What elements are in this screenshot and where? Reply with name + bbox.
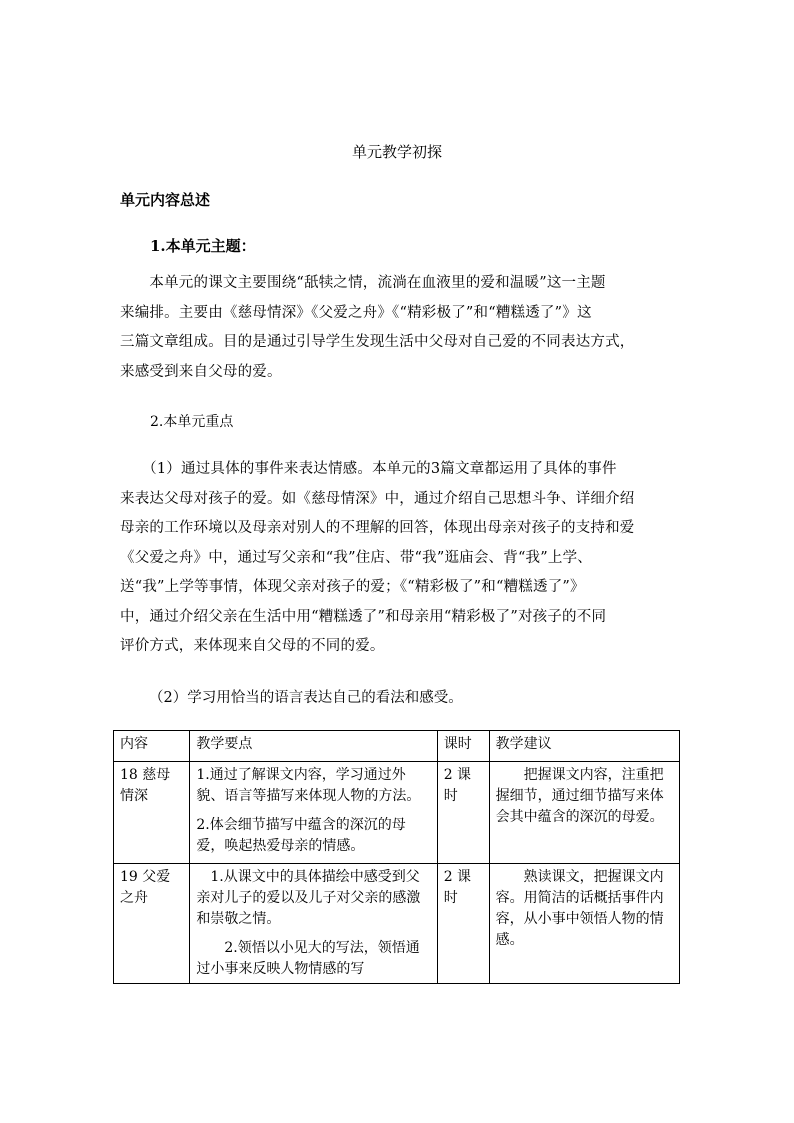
paragraph-line: 评价方式，来体现来自父母的不同的爱。 xyxy=(120,638,385,654)
row-suggestion: 把握课文内容，注重把握细节，通过细节描写来体会其中蕴含的深沉的母爱。 xyxy=(489,762,679,864)
point-item: 2.领悟以小见大的写法，领悟通过小事来反映人物情感的写 xyxy=(196,940,420,977)
paragraph-line: （1）通过具体的事件来表达情感。本单元的3篇文章都运用了具体的事件 xyxy=(120,461,617,477)
points-clip xyxy=(196,867,430,977)
focus-point1-paragraph xyxy=(120,455,680,662)
table-row xyxy=(114,864,680,984)
paragraph-line: 来编排。主要由《慈母情深》《父爱之舟》《“精彩极了”和“糟糕透了”》这 xyxy=(120,304,592,321)
row-points xyxy=(190,864,437,984)
page-title: 单元教学初探 xyxy=(351,143,442,161)
focus-point2-text: （2）学习用恰当的语言表达自己的看法和感受。 xyxy=(149,690,463,706)
focus-heading: 2.本单元重点 xyxy=(150,414,234,430)
row-points xyxy=(190,762,437,864)
paragraph-line: 三篇文章组成。目的是通过引导学生发现生活中父母对自己爱的不同表达方式， xyxy=(120,334,635,350)
header-points: 教学要点 xyxy=(190,731,437,762)
point-item: 1.通过了解课文内容，学习通过外貌、语言等描写来体现人物的方法。 xyxy=(196,767,421,804)
point-item: 1.从课文中的具体描绘中感受到父亲对儿子的爱以及儿子对父亲的感激和崇敬之情。 xyxy=(196,869,421,927)
focus-point2 xyxy=(120,687,463,709)
header-hours: 课时 xyxy=(437,731,489,762)
paragraph-line: 送“我”上学等事情，体现父亲对孩子的爱；《“精彩极了”和“糟糕透了”》 xyxy=(120,579,585,595)
paragraph-line: 中，通过介绍父亲在生活中用“糟糕透了”和母亲用“精彩极了”对孩子的不同 xyxy=(120,608,607,625)
table-row xyxy=(114,762,680,864)
theme-paragraph xyxy=(120,269,680,387)
teaching-plan-table xyxy=(113,730,680,984)
section-heading: 单元内容总述 xyxy=(120,191,211,209)
header-suggestion: 教学建议 xyxy=(489,731,679,762)
paragraph-line: 来表达父母对孩子的爱。如《慈母情深》中，通过介绍自己思想斗争、详细介绍 xyxy=(120,490,635,507)
row-content: 19 父爱之舟 xyxy=(114,864,190,984)
row-suggestion: 熟读课文，把握课文内容。用简洁的话概括事件内容，从小事中领悟人物的情感。 xyxy=(489,864,679,984)
paragraph-line: 《父爱之舟》中，通过写父亲和“我”住店、带“我”逛庙会、背“我”上学、 xyxy=(120,549,592,566)
theme-heading: 1.本单元主题： xyxy=(150,237,256,255)
row-hours: 2 课时 xyxy=(437,864,489,984)
paragraph-line: 母亲的工作环境以及母亲对别人的不理解的回答，体现出母亲对孩子的支持和爱 xyxy=(120,520,635,536)
paragraph-line: 来感受到来自父母的爱。 xyxy=(120,363,282,380)
paragraph-line: 本单元的课文主要围绕“舐犊之情，流淌在血液里的爱和温暖”这一主题 xyxy=(120,275,606,291)
header-content: 内容 xyxy=(114,731,190,762)
point-item: 2.体会细节描写中蕴含的深沉的母爱，唤起热爱母亲的情感。 xyxy=(196,817,406,854)
row-content: 18 慈母情深 xyxy=(114,762,190,864)
table-header-row xyxy=(114,731,680,762)
row-hours: 2 课时 xyxy=(437,762,489,864)
